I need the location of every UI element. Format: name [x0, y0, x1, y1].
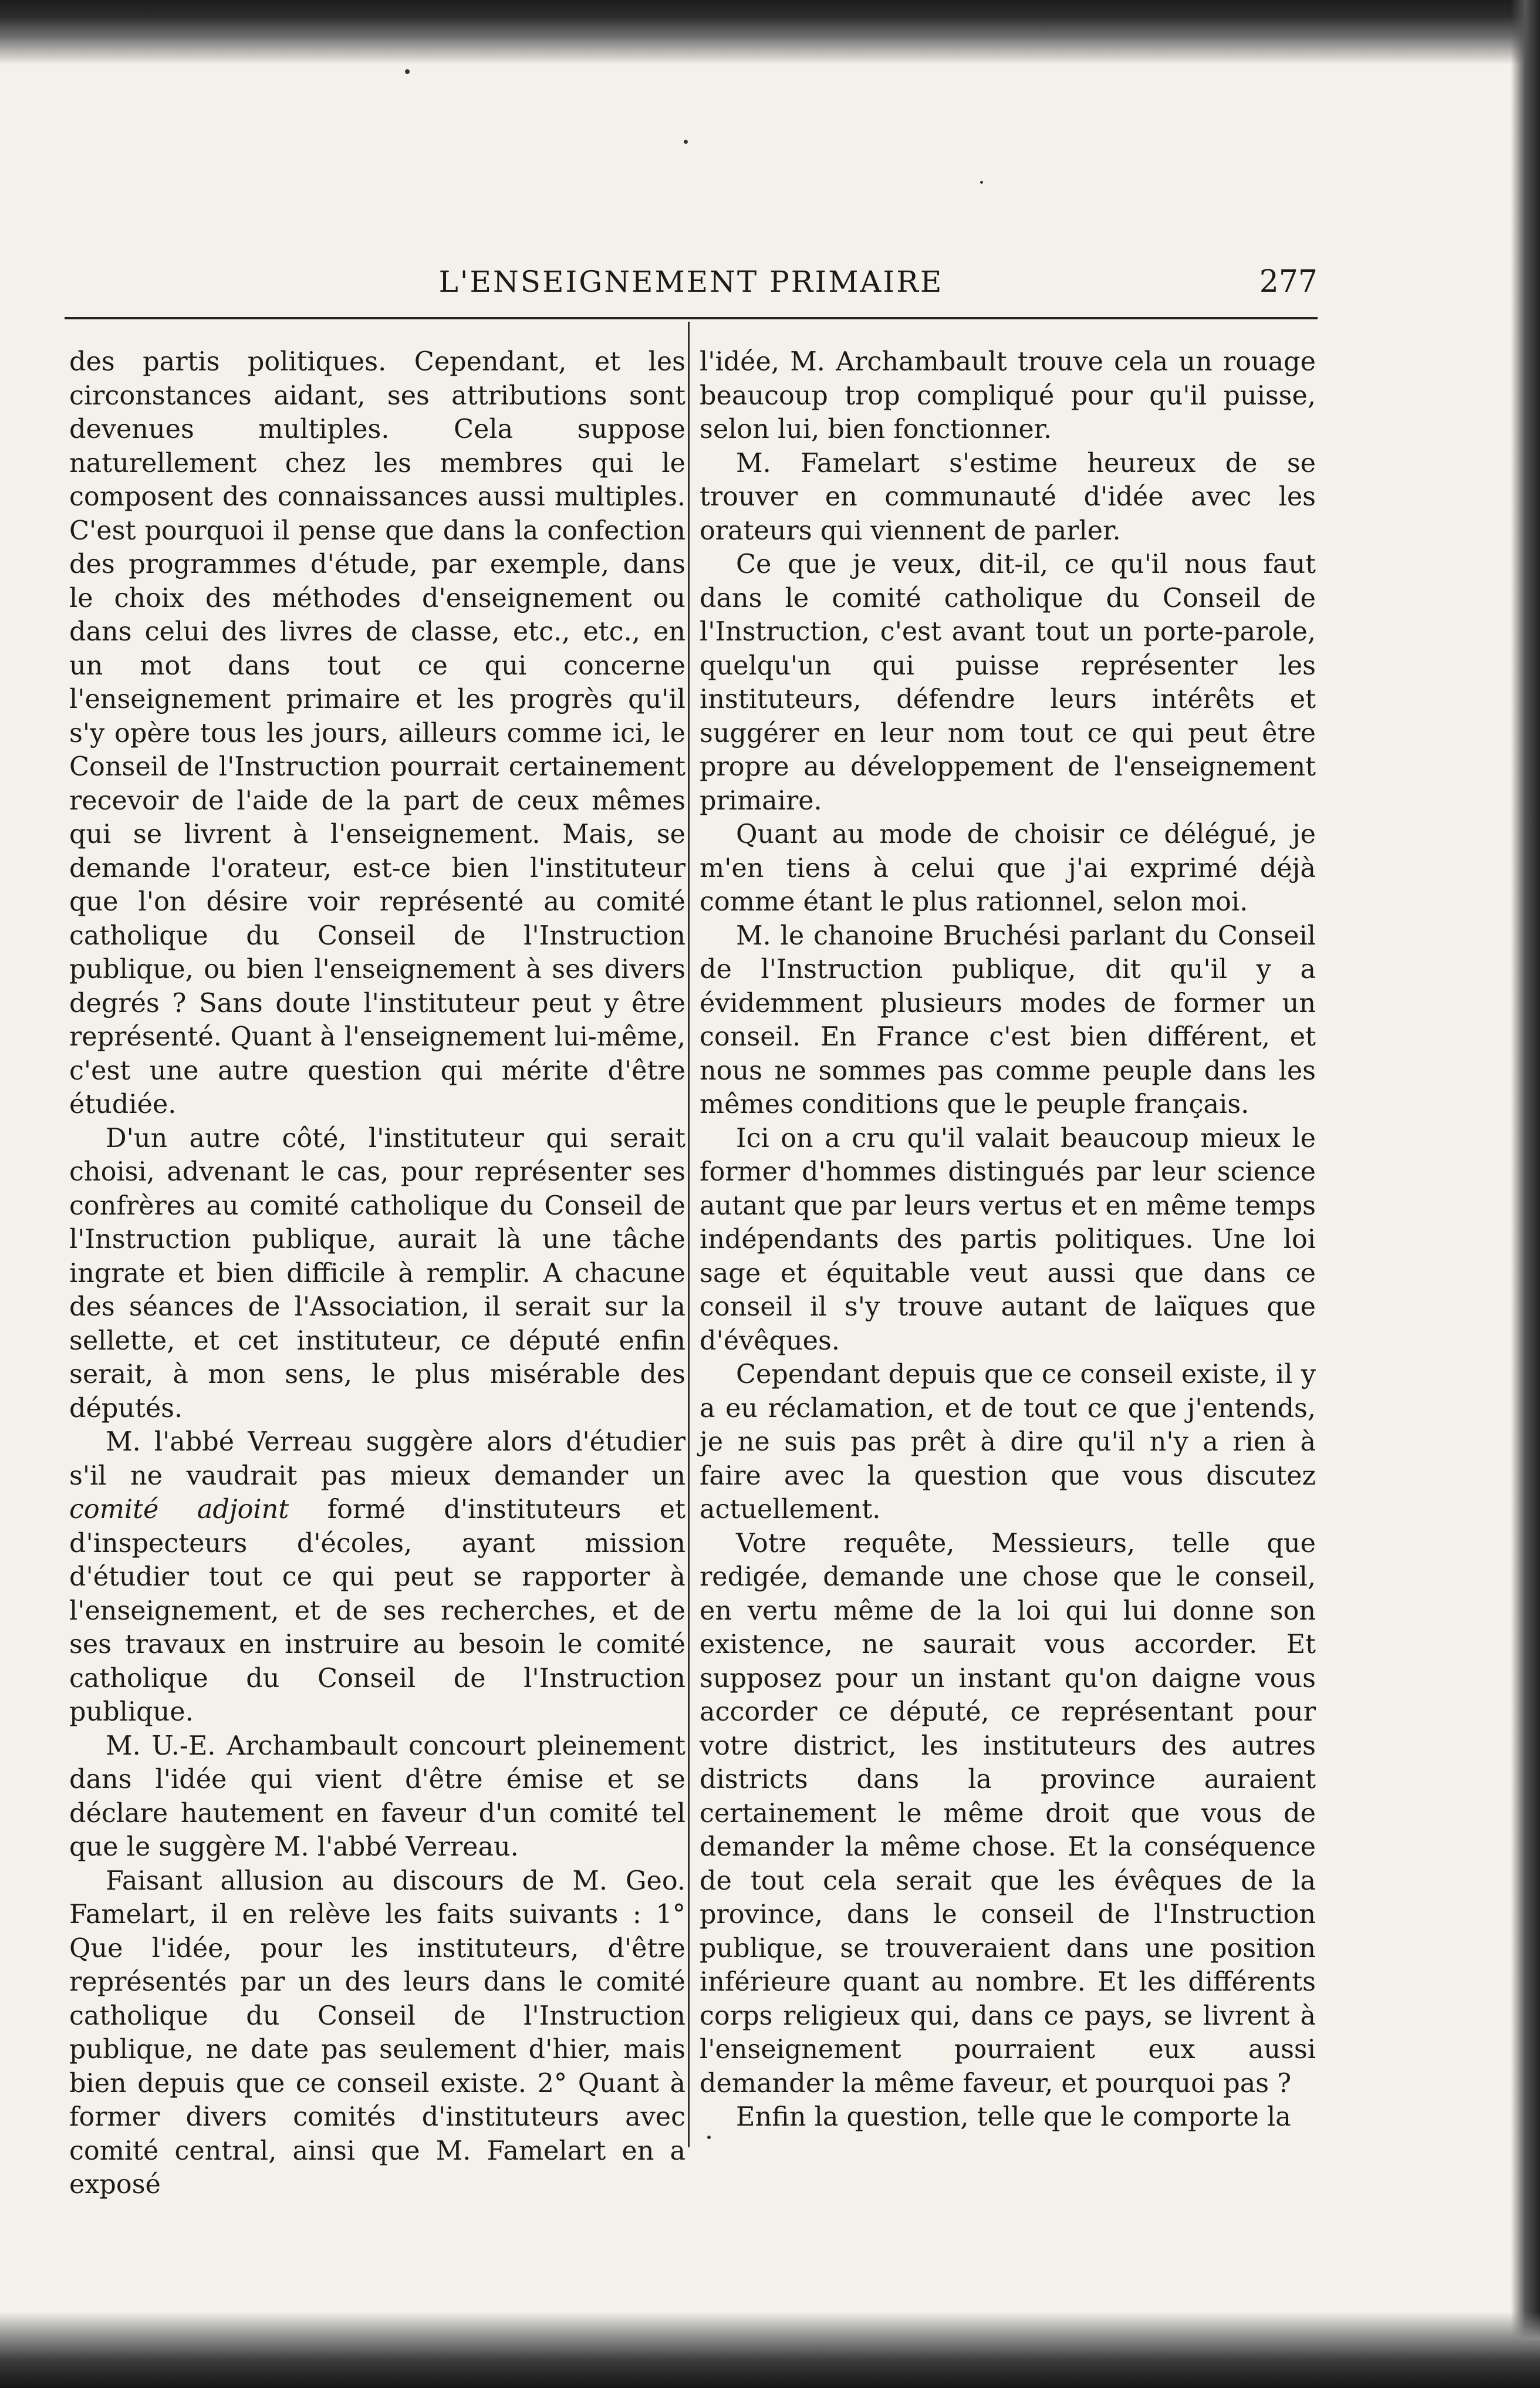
dust-speck	[980, 181, 983, 184]
paragraph-text: Votre requête, Messieurs, telle que redigée, demande une chose que le conseil, en vertu même de la loi qui lui donne son existence, ne saurait vous accorder. Et supposez pour un instant qu'on daigne vous accorder ce député, ce représentant pour votre district, les instituteurs des autres districts dans la province auraient certainement le même droit que vous de demander la même chose. Et la conséquence de tout cela serait que les évêques de la province, dans le conseil de l'Instruction publique, se trouveraient dans une position inférieure quant au nombre. Et les différents corps religieux qui, dans ce pays, se livrent à l'enseignement pourraient eux aussi demander la même faveur, et pourquoi pas ?	[700, 1528, 1316, 2099]
paragraph-text: des partis politiques. Cependant, et les circonstances aidant, ses attributions sont devenues multiples. Cela suppose naturellement chez les membres qui le composent des connaissances aussi multiples. C'est pourquoi il pense que dans la confection des programmes d'étude, par exemple, dans le choix des méthodes d'enseignement ou dans celui des livres de classe, etc., etc., en un mot dans tout ce qui concerne l'enseignement primaire et les progrès qu'il s'y opère tous les jours, ailleurs comme ici, le Conseil de l'Instruction pourrait certainement recevoir de l'aide de la part de ceux mêmes qui se livrent à l'enseignement. Mais, se demande l'orateur, est-ce bien l'instituteur que l'on désire voir représenté au comité catholique du Conseil de l'Instruction publique, ou bien l'enseignement à ses divers degrés ? Sans doute l'instituteur peut y être représenté. Quant à l'enseignement lui-même, c'est une autre question qui mérite d'être étudiée.	[69, 347, 685, 1119]
paragraph	[700, 1358, 1316, 1527]
page-header	[65, 261, 1318, 302]
paragraph-text: D'un autre côté, l'instituteur qui serait choisi, advenant le cas, pour représenter ses confrères au comité catholique du Conseil de l'Instruction publique, aurait là une tâche ingrate et bien difficile à remplir. A chacune des séances de l'Association, il serait sur la sellette, et cet instituteur, ce député enfin serait, à mon sens, le plus misérable des députés.	[69, 1123, 685, 1424]
paragraph-text: Cependant depuis que ce conseil existe, il y a eu réclamation, et de tout ce que j'entends, je ne suis pas prêt à dire qu'il n'y a rien à faire avec la question que vous discutez actuellement.	[700, 1360, 1316, 1524]
paragraph	[700, 2100, 1316, 2134]
paragraph-text: Quant au mode de choisir ce délégué, je m'en tiens à celui que j'ai exprimé déjà comme étant le plus rationnel, selon moi.	[700, 819, 1316, 917]
paragraph	[700, 919, 1316, 1122]
paragraph-text: Faisant allusion au discours de M. Geo. Famelart, il en relève les faits suivants : 1° Que l'idée, pour les instituteurs, d'être représentés par un des leurs dans le comité catholique du Conseil de l'Instruction publique, ne date pas seulement d'hier, mais bien depuis que ce conseil existe. 2° Quant à former divers comités d'instituteurs avec comité central, ainsi que M. Famelart en a exposé	[69, 1866, 685, 2200]
italic-term: comité adjoint	[69, 1495, 289, 1524]
dust-speck	[684, 140, 688, 144]
paragraph	[69, 345, 685, 1122]
paragraph	[700, 818, 1316, 919]
paragraph	[700, 548, 1316, 818]
paragraph	[700, 1122, 1316, 1358]
scan-edge-right	[1511, 0, 1540, 2388]
left-column	[69, 345, 685, 2202]
paragraph-text: M. le chanoine Bruchési parlant du Conseil de l'Instruction publique, dit qu'il y a évidemment plusieurs modes de former un conseil. En France c'est bien différent, et nous ne sommes pas comme peuple dans les mêmes conditions que le peuple français.	[700, 920, 1316, 1119]
paragraph	[69, 1864, 685, 2202]
paragraph	[69, 1425, 685, 1729]
paragraph-text: Enfin la question, telle que le comporte la	[736, 2102, 1291, 2132]
right-column	[700, 345, 1316, 2134]
scan-edge-top	[0, 0, 1540, 65]
paragraph-text: M. l'abbé Verreau suggère alors d'étudier s'il ne vaudrait pas mieux demander un	[69, 1427, 685, 1491]
paragraph-text: Ici on a cru qu'il valait beaucoup mieux le former d'hommes distingués par leur science autant que par leurs vertus et en même temps indépendants des partis politiques. Une loi sage et équitable veut aussi que dans ce conseil il s'y trouve autant de laïques que d'évêques.	[700, 1123, 1316, 1356]
paragraph	[700, 447, 1316, 548]
paragraph-text: formé d'instituteurs et d'inspecteurs d'écoles, ayant mission d'étudier tout ce qui peut se rapporter à l'enseignement, et de ses recherches, et de ses travaux en instruire au besoin le comité catholique du Conseil de l'Instruction publique.	[69, 1495, 686, 1727]
column-divider	[688, 322, 690, 2147]
paragraph-text: l'idée, M. Archambault trouve cela un rouage beaucoup trop compliqué pour qu'il puisse, selon lui, bien fonctionner.	[700, 347, 1316, 444]
dust-speck	[405, 69, 410, 74]
paragraph-text: M. U.-E. Archambault concourt pleinement dans l'idée qui vient d'être émise et se déclare hautement en faveur d'un comité tel que le suggère M. l'abbé Verreau.	[69, 1731, 685, 1862]
paragraph	[69, 1729, 685, 1864]
paragraph	[69, 1122, 685, 1426]
page-number: 277	[1259, 264, 1318, 299]
paragraph	[700, 345, 1316, 447]
scan-edge-bottom	[0, 2312, 1540, 2388]
paragraph-text: M. Famelart s'estime heureux de se trouver en communauté d'idée avec les orateurs qui viennent de parler.	[700, 448, 1316, 546]
header-rule	[65, 317, 1318, 319]
dust-speck	[707, 2136, 711, 2139]
paragraph-text: Ce que je veux, dit-il, ce qu'il nous faut dans le comité catholique du Conseil de l'Instruction, c'est avant tout un porte-parole, quelqu'un qui puisse représenter les instituteurs, défendre leurs intérêts et suggérer en leur nom tout ce qui peut être propre au développement de l'enseignement primaire.	[700, 549, 1316, 816]
paragraph	[700, 1527, 1316, 2101]
running-title: L'ENSEIGNEMENT PRIMAIRE	[438, 265, 944, 299]
